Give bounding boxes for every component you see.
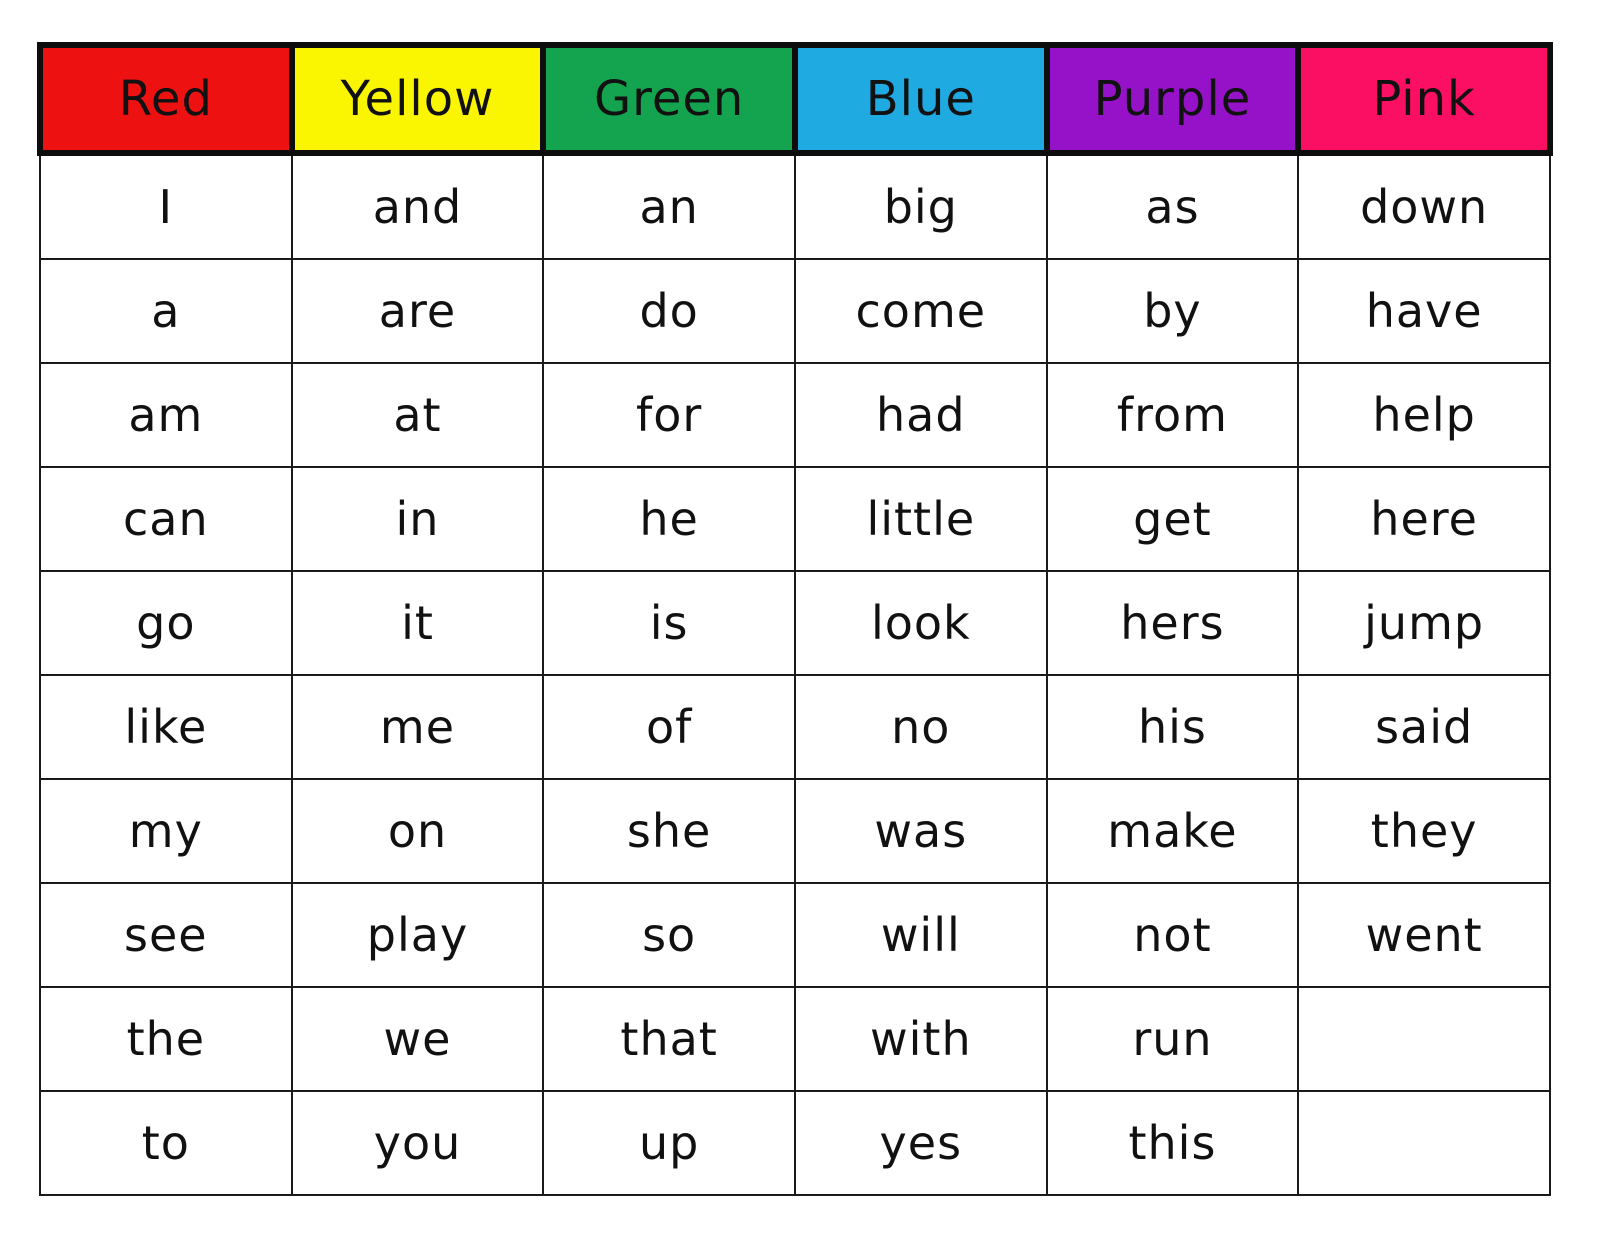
word-cell: me xyxy=(292,675,544,779)
header-cell-blue: Blue xyxy=(795,45,1047,153)
word-cell: my xyxy=(40,779,292,883)
word-cell: said xyxy=(1298,675,1550,779)
table-row xyxy=(40,779,1550,883)
word-cell: the xyxy=(40,987,292,1091)
word-cell: jump xyxy=(1298,571,1550,675)
word-cell: run xyxy=(1047,987,1299,1091)
word-cell: of xyxy=(543,675,795,779)
word-cell: as xyxy=(1047,153,1299,259)
word-cell xyxy=(1298,1091,1550,1195)
word-cell: an xyxy=(543,153,795,259)
word-cell: this xyxy=(1047,1091,1299,1195)
word-cell xyxy=(1298,987,1550,1091)
word-cell: have xyxy=(1298,259,1550,363)
word-cell: up xyxy=(543,1091,795,1195)
header-cell-pink: Pink xyxy=(1298,45,1550,153)
table-row xyxy=(40,153,1550,259)
word-cell: am xyxy=(40,363,292,467)
word-cell: here xyxy=(1298,467,1550,571)
word-cell: at xyxy=(292,363,544,467)
word-cell: he xyxy=(543,467,795,571)
table-body xyxy=(40,153,1550,1195)
word-cell: a xyxy=(40,259,292,363)
header-row xyxy=(40,45,1550,153)
header-cell-red: Red xyxy=(40,45,292,153)
table-row xyxy=(40,1091,1550,1195)
word-cell: will xyxy=(795,883,1047,987)
word-cell: it xyxy=(292,571,544,675)
header-cell-yellow: Yellow xyxy=(292,45,544,153)
word-cell: to xyxy=(40,1091,292,1195)
word-cell: by xyxy=(1047,259,1299,363)
word-cell: and xyxy=(292,153,544,259)
word-cell: his xyxy=(1047,675,1299,779)
word-cell: we xyxy=(292,987,544,1091)
word-cell: look xyxy=(795,571,1047,675)
word-cell: from xyxy=(1047,363,1299,467)
word-cell: had xyxy=(795,363,1047,467)
word-cell: was xyxy=(795,779,1047,883)
word-cell: so xyxy=(543,883,795,987)
word-cell: go xyxy=(40,571,292,675)
word-cell: make xyxy=(1047,779,1299,883)
word-cell: big xyxy=(795,153,1047,259)
word-cell: for xyxy=(543,363,795,467)
word-cell: with xyxy=(795,987,1047,1091)
table-row xyxy=(40,259,1550,363)
table-row xyxy=(40,987,1550,1091)
word-cell: play xyxy=(292,883,544,987)
word-cell: in xyxy=(292,467,544,571)
table-row xyxy=(40,363,1550,467)
word-cell: I xyxy=(40,153,292,259)
word-cell: are xyxy=(292,259,544,363)
table-row xyxy=(40,467,1550,571)
word-cell: on xyxy=(292,779,544,883)
word-cell: they xyxy=(1298,779,1550,883)
word-cell: hers xyxy=(1047,571,1299,675)
table-row xyxy=(40,675,1550,779)
word-cell: not xyxy=(1047,883,1299,987)
table-header xyxy=(40,45,1550,153)
word-cell: is xyxy=(543,571,795,675)
word-cell: went xyxy=(1298,883,1550,987)
header-cell-purple: Purple xyxy=(1047,45,1299,153)
word-cell: down xyxy=(1298,153,1550,259)
word-cell: see xyxy=(40,883,292,987)
word-cell: you xyxy=(292,1091,544,1195)
word-cell: no xyxy=(795,675,1047,779)
word-cell: can xyxy=(40,467,292,571)
word-cell: yes xyxy=(795,1091,1047,1195)
sight-words-table xyxy=(37,42,1553,1196)
word-cell: like xyxy=(40,675,292,779)
header-cell-green: Green xyxy=(543,45,795,153)
word-cell: little xyxy=(795,467,1047,571)
word-cell: that xyxy=(543,987,795,1091)
word-cell: she xyxy=(543,779,795,883)
word-cell: get xyxy=(1047,467,1299,571)
word-cell: help xyxy=(1298,363,1550,467)
table-row xyxy=(40,883,1550,987)
word-cell: do xyxy=(543,259,795,363)
word-cell: come xyxy=(795,259,1047,363)
table-row xyxy=(40,571,1550,675)
